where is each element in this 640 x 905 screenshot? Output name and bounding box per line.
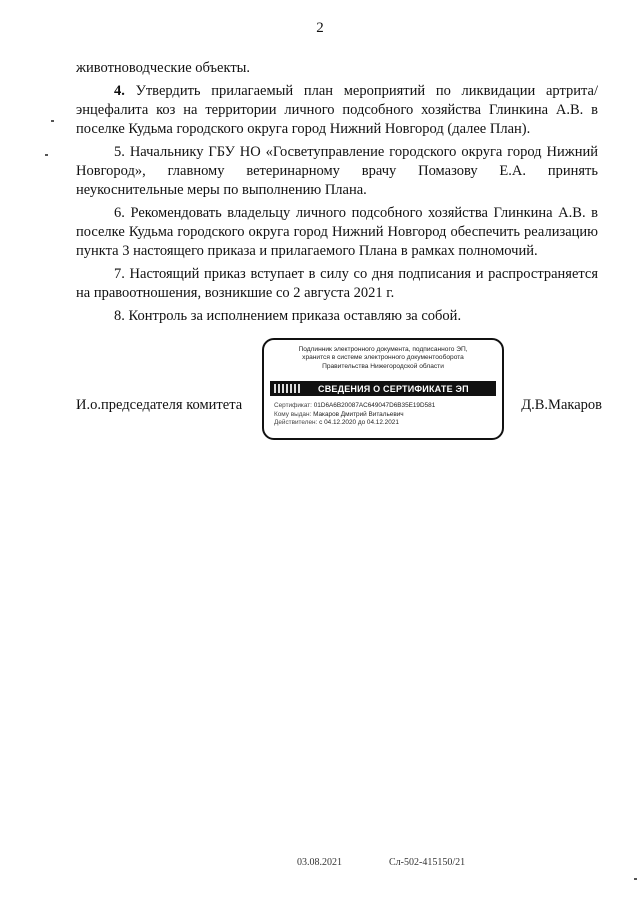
stamp-header <box>264 346 502 371</box>
stamp-title-bar <box>270 381 496 396</box>
paragraph-text: Утвердить прилагаемый план мероприятий по ликвидации артрита/энцефалита коз на территории личного подсобного хозяйства Глинкина А.В. в поселке Кудьма городского округа город Нижний Новгород (далее План). <box>76 83 598 137</box>
stamp-details <box>274 402 435 428</box>
stamp-certificate-value: 01D6A6B20087AC649047D6B35E19D581 <box>313 402 436 409</box>
paragraph-number: 4. <box>114 83 125 99</box>
stamp-header-line: хранится в системе электронного документооборота <box>302 354 464 362</box>
stamp-title: СВЕДЕНИЯ О СЕРТИФИКАТЕ ЭП <box>318 383 469 394</box>
paragraph-item-7 <box>76 265 598 303</box>
stamp-header-line: Правительства Нижегородской области <box>322 362 444 370</box>
paragraph-item-4 <box>76 82 598 139</box>
paragraph-number: 8. <box>114 308 125 324</box>
stamp-issued-to-value: Макаров Дмитрий Витальевич <box>313 410 404 418</box>
paragraph-item-6 <box>76 204 598 261</box>
stamp-issued-to-label: Кому выдан: <box>274 410 312 418</box>
scan-mark <box>51 120 54 122</box>
stamp-issued-to-row <box>274 411 435 420</box>
stamp-valid-label: Действителен: <box>274 419 318 427</box>
footer-date: 03.08.2021 <box>297 857 342 868</box>
footer-registration-number: Сл-502-415150/21 <box>389 857 466 868</box>
paragraph-continuation <box>76 59 598 78</box>
paragraph-text: Рекомендовать владельцу личного подсобного хозяйства Глинкина А.В. в поселке Кудьма городского округа город Нижний Новгород обеспечить реализацию пункта 3 настоящего приказа и прилагаемого Плана в рамках полномочий. <box>76 205 598 259</box>
paragraph-text: животноводческие объекты. <box>76 60 251 76</box>
stamp-header-line: Подлинник электронного документа, подписанного ЭП, <box>298 346 468 353</box>
stamp-certificate-row <box>274 402 435 411</box>
signer-title: И.о.председателя комитета <box>76 397 243 413</box>
scan-mark <box>634 878 637 880</box>
e-signature-stamp <box>262 338 504 440</box>
paragraph-text: Настоящий приказ вступает в силу со дня подписания и распространяется на правоотношения, возникшие со 2 августа 2021 г. <box>76 266 598 301</box>
document-body <box>76 59 598 330</box>
paragraph-number: 5. <box>114 144 125 160</box>
stamp-certificate-label: Сертификат: <box>274 402 312 409</box>
coat-of-arms-icon <box>274 383 308 394</box>
signer-name: Д.В.Макаров <box>521 397 602 413</box>
paragraph-item-5 <box>76 143 598 200</box>
paragraph-number: 7. <box>114 266 125 282</box>
paragraph-number: 6. <box>114 205 125 221</box>
paragraph-text: Контроль за исполнением приказа оставляю за собой. <box>128 308 462 324</box>
paragraph-text: Начальнику ГБУ НО «Госветуправление городского округа город Нижний Новгород», главному ветеринарному врачу Помазову Е.А. принять неукоснительные меры по выполнению Плана. <box>76 144 599 198</box>
stamp-valid-row <box>274 419 435 428</box>
stamp-valid-value: с 04.12.2020 до 04.12.2021 <box>319 419 399 427</box>
page-number: 2 <box>316 20 324 36</box>
scan-mark <box>45 154 48 156</box>
paragraph-item-8 <box>76 307 598 326</box>
